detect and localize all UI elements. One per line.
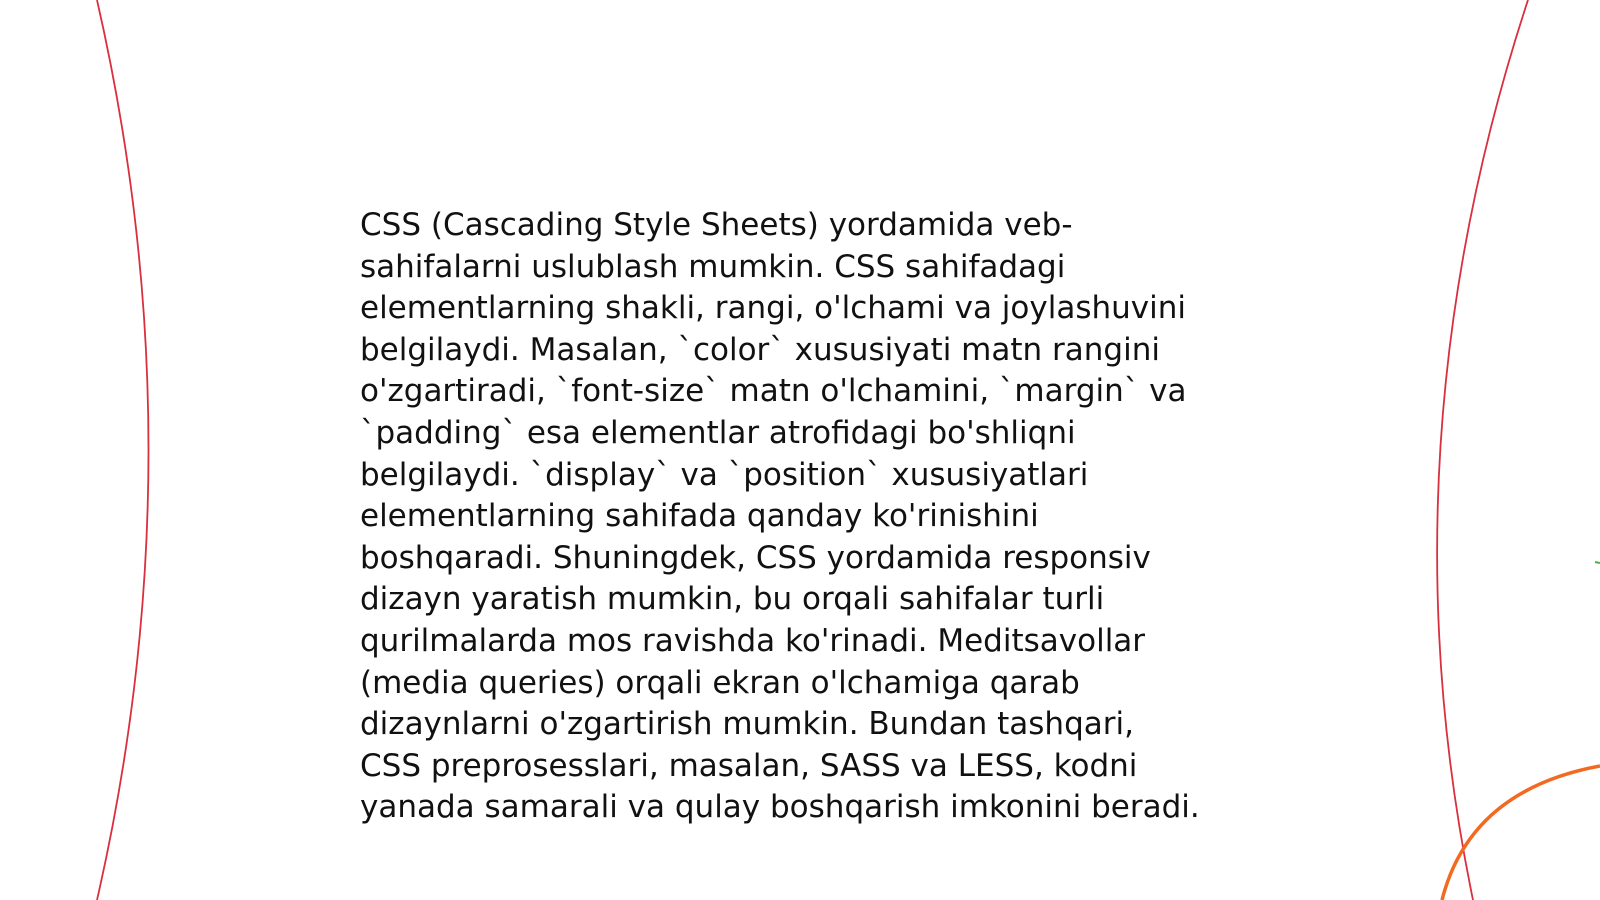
body-paragraph (360, 205, 1260, 829)
paragraph-line: `padding` esa elementlar atrofidagi bo'shliqni (360, 414, 1076, 451)
paragraph-line: qurilmalarda mos ravishda ko'rinadi. Meditsavollar (360, 622, 1146, 659)
paragraph-line: sahifalarni uslublash mumkin. CSS sahifadagi (360, 248, 1066, 285)
left-red-arc (97, 0, 149, 900)
orange-circle-arc (1442, 766, 1600, 900)
paragraph-line: o'zgartiradi, `font-size` matn o'lchamini, `margin` va (360, 373, 1187, 410)
paragraph-line: elementlarning sahifada qanday ko'rinishini (360, 498, 1039, 535)
paragraph-line: CSS preprosesslari, masalan, SASS va LESS, kodni (360, 747, 1138, 784)
paragraph-line: boshqaradi. Shuningdek, CSS yordamida responsiv (360, 539, 1151, 576)
paragraph-line: belgilaydi. Masalan, `color` xususiyati matn rangini (360, 331, 1160, 368)
green-tick-mark (1595, 562, 1600, 563)
paragraph-line: dizayn yaratish mumkin, bu orqali sahifalar turli (360, 581, 1105, 618)
paragraph-line: (media queries) orqali ekran o'lchamiga qarab (360, 664, 1080, 701)
paragraph-line: yanada samarali va qulay boshqarish imkonini beradi. (360, 789, 1200, 826)
paragraph-line: belgilaydi. `display` va `position` xususiyatlari (360, 456, 1089, 493)
paragraph-line: CSS (Cascading Style Sheets) yordamida veb- (360, 207, 1073, 243)
right-red-arc (1437, 0, 1528, 900)
paragraph-line: dizaynlarni o'zgartirish mumkin. Bundan tashqari, (360, 706, 1134, 743)
paragraph-line: elementlarning shakli, rangi, o'lchami va joylashuvini (360, 290, 1186, 327)
